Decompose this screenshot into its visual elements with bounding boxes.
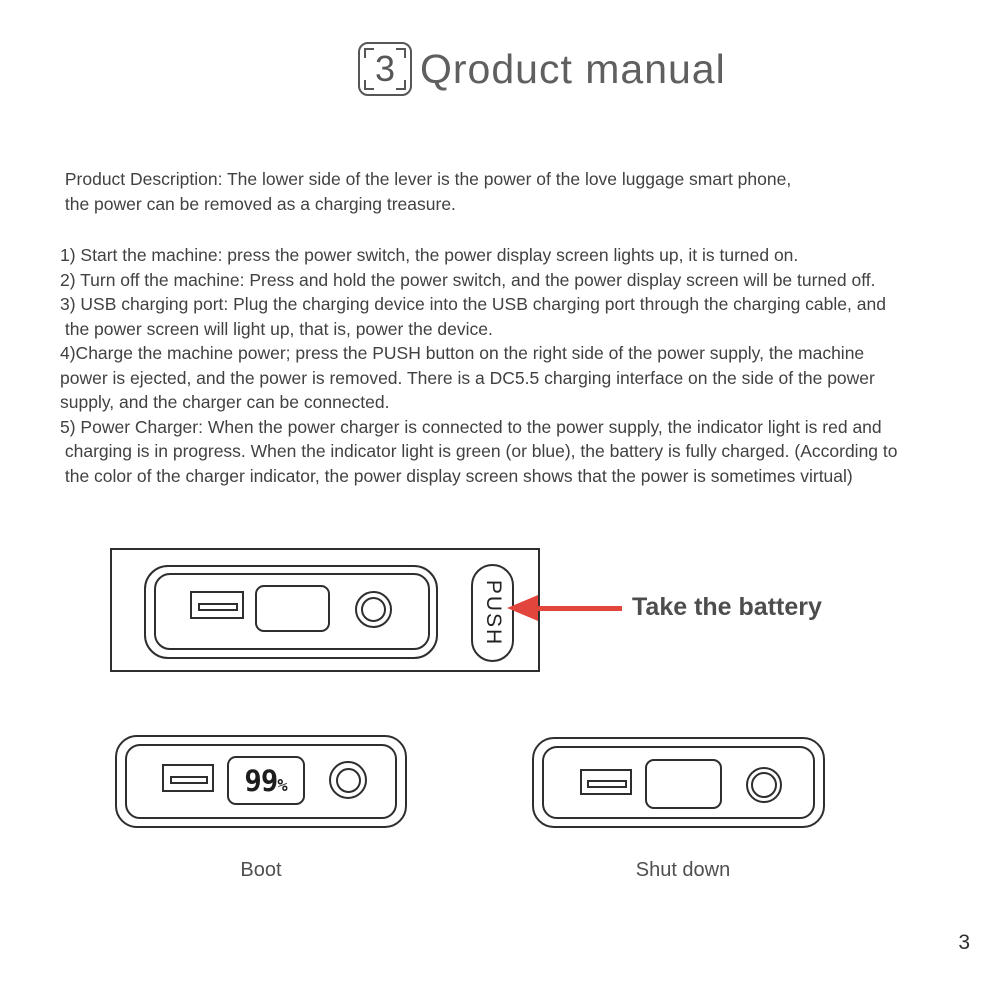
power-button-inner-ring (751, 772, 777, 798)
instruction-line: power is ejected, and the power is removed. There is a DC5.5 charging interface on the side of the power (60, 367, 875, 388)
instruction-line: 4)Charge the machine power; press the PUSH button on the right side of the power supply, the machine (60, 343, 865, 363)
instruction-line: 3) USB charging port: Plug the charging device into the USB charging port through the charging cable, and (60, 294, 886, 314)
battery-percent-value: 99 (244, 763, 278, 798)
instruction-line: charging is in progress. When the indicator light is green (or blue), the battery is fully charged. (According to (60, 441, 898, 461)
usb-pin-bar (587, 780, 627, 788)
battery-level-display (227, 756, 305, 805)
description-line: Product Description: The lower side of the lever is the power of the love luggage smart phone, (60, 169, 792, 189)
instruction-line: 2) Turn off the machine: Press and hold the power switch, and the power display screen will be turned off. (60, 269, 876, 290)
usb-port-icon (580, 769, 632, 795)
usb-pin-bar (170, 776, 208, 784)
instructions-list (60, 243, 898, 488)
take-battery-callout: Take the battery (632, 593, 822, 621)
push-label: PUSH (481, 579, 505, 647)
usb-pin-bar (198, 603, 238, 611)
page-number: 3 (958, 931, 970, 954)
shutdown-state-diagram (532, 737, 825, 828)
usb-port-icon (162, 764, 214, 792)
section-number: 3 (374, 48, 396, 89)
usb-port-icon (190, 591, 244, 619)
power-bank-side-diagram (110, 548, 540, 672)
power-button-icon (746, 767, 782, 803)
instruction-line: 5) Power Charger: When the power charger is connected to the power supply, the indicator light is red and (60, 416, 882, 437)
power-display-screen-off (645, 759, 722, 809)
section-number-icon (358, 42, 412, 96)
product-description (60, 167, 791, 216)
instruction-line: the power screen will light up, that is, power the device. (60, 318, 493, 339)
instruction-line: supply, and the charger can be connected. (60, 392, 390, 412)
power-button-inner-ring (361, 597, 386, 622)
boot-caption: Boot (240, 859, 282, 881)
boot-state-diagram (115, 735, 407, 828)
power-button-inner-ring (336, 768, 361, 793)
power-display-screen (255, 585, 330, 632)
page-title: Qroduct manual (420, 46, 726, 92)
power-button-icon (329, 761, 367, 799)
red-arrow-icon (507, 595, 538, 621)
red-arrow-shaft (536, 606, 622, 611)
shutdown-caption: Shut down (635, 859, 731, 881)
power-button-icon (355, 591, 392, 628)
description-line: the power can be removed as a charging treasure. (60, 193, 456, 214)
percent-sign: % (277, 775, 288, 796)
instruction-line: the color of the charger indicator, the power display screen shows that the power is sometimes virtual) (60, 465, 853, 486)
instruction-line: 1) Start the machine: press the power switch, the power display screen lights up, it is turned on. (60, 245, 799, 265)
